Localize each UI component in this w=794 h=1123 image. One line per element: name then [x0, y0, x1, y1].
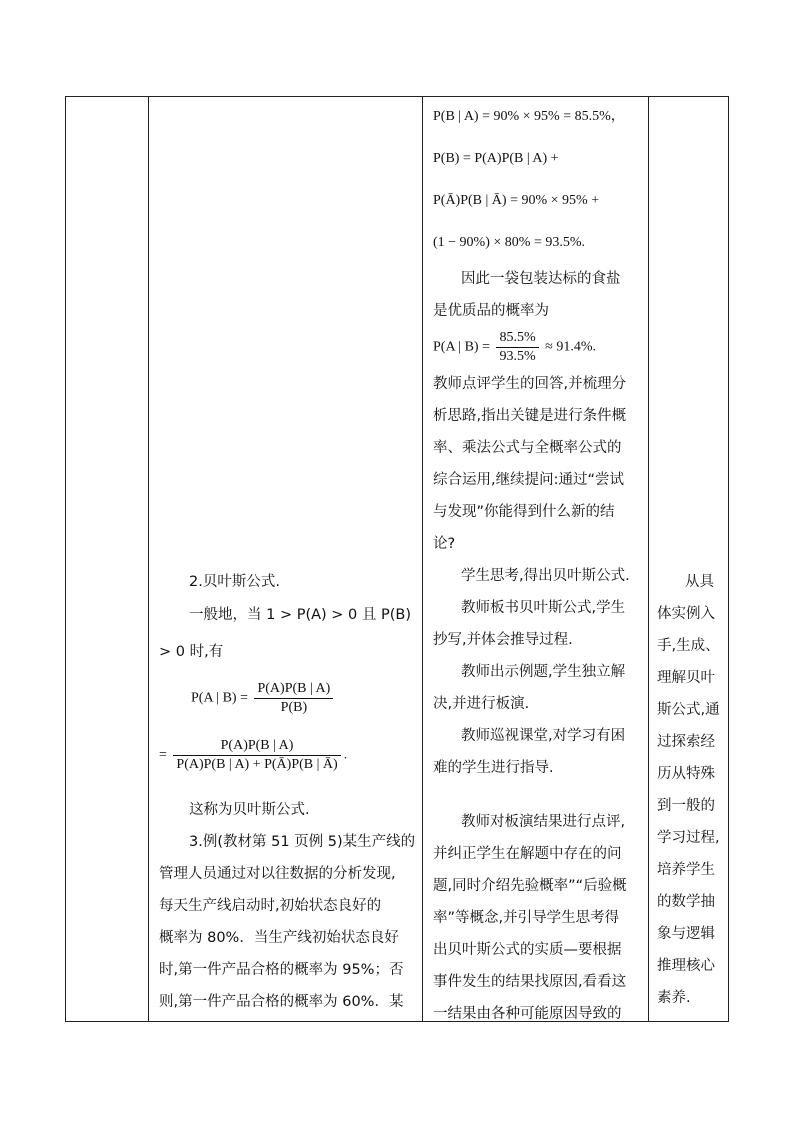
paragraph-line: 事件发生的结果找原因,看看这 [433, 974, 627, 990]
fraction-denominator: P(B) [280, 700, 308, 715]
paragraph-line: 3.例(教材第 51 页例 5)某生产线的 [189, 834, 416, 850]
fraction-numerator: 85.5% [496, 329, 538, 348]
paragraph-line: 析思路,指出关键是进行条件概 [433, 408, 627, 424]
fraction-rhs: ≈ 91.4%. [545, 339, 597, 355]
intent-line: 理解贝叶 [657, 670, 715, 686]
fraction-numerator: P(A)P(B | A) [173, 737, 340, 756]
paragraph-line: 一结果由各种可能原因导致的 [433, 1006, 622, 1021]
paragraph-line: 题,同时介绍先验概率”“后验概 [433, 878, 627, 894]
paragraph-line: 概率为 80%．当生产线初始状态良好 [159, 930, 399, 946]
paragraph-line: 教师板书贝叶斯公式,学生 [461, 600, 626, 616]
paragraph-line: 因此一袋包装达标的食盐 [461, 271, 621, 287]
paragraph-line: 这称为贝叶斯公式. [189, 802, 310, 818]
intent-line: 素养. [657, 990, 691, 1006]
intent-line: 从具 [685, 574, 714, 590]
intent-line: 体实例入 [657, 606, 715, 622]
stage-cell [66, 97, 148, 1021]
intent-line: 象与逻辑 [657, 926, 715, 942]
intent-line: 培养学生 [657, 862, 715, 878]
paragraph-line: 决,并进行板演. [433, 696, 530, 712]
paragraph-line: 与发现”你能得到什么新的结 [433, 504, 615, 520]
formula-lhs: P(A | B) = [191, 690, 248, 706]
intent-line: 推理核心 [657, 958, 715, 974]
lesson-table [65, 96, 729, 1022]
formula-eq: = [159, 747, 167, 763]
paragraph-line: 教师出示例题,学生独立解 [461, 664, 626, 680]
fraction-numerator: P(A)P(B | A) [254, 680, 333, 699]
equation-line: (1 − 90%) × 80% = 93.5%. [433, 235, 585, 250]
paragraph-line: 一般地，当 1 > P(A) > 0 且 P(B) [189, 607, 411, 623]
intent-line: 过探索经 [657, 734, 715, 750]
intent-line: 历从特殊 [657, 766, 715, 782]
intent-line: 学习过程, [657, 830, 720, 846]
probability-fraction [433, 329, 596, 366]
equation-line: P(Ā)P(B | Ā) = 90% × 95% + [433, 193, 600, 208]
bayes-formula-expanded: = $\frac{P(A)P(B | A)}{P(A)P(B | A) + P(Ā)P(B | Ā)}$ . [159, 738, 348, 772]
paragraph-line: 学生思考,得出贝叶斯公式. [461, 568, 630, 584]
paragraph-line: 出贝叶斯公式的实质—要根据 [433, 942, 622, 958]
paragraph-line: 则,第一件产品合格的概率为 60%．某 [159, 994, 404, 1010]
fraction [496, 329, 538, 366]
fraction-denominator: 93.5% [499, 349, 536, 364]
paragraph-line: 论? [433, 536, 456, 552]
equation-line: P(B | A) = 90% × 95% = 85.5%， [433, 109, 625, 124]
activity-cell [423, 97, 648, 1021]
paragraph-line: 每天生产线启动时,初始状态良好的 [159, 898, 382, 914]
paragraph-line: 教师巡视课堂,对学习有困 [461, 728, 626, 744]
bayes-formula [191, 680, 336, 717]
paragraph-line: 教师对板演结果进行点评, [461, 814, 626, 830]
formula-fraction [173, 737, 340, 774]
paragraph-line: 综合运用,继续提问:通过“尝试 [433, 472, 625, 488]
paragraph-line: 率”等概念,并引导学生思考得 [433, 910, 620, 926]
content-cell [149, 97, 422, 1021]
intent-cell [649, 97, 728, 1021]
intent-line: 斯公式,通 [657, 702, 720, 718]
paragraph-line: 管理人员通过对以往数据的分析发现, [159, 866, 396, 882]
equation-line: P(B) = P(A)P(B | A) + [433, 151, 559, 166]
intent-line: 的数学抽 [657, 894, 715, 910]
paragraph-line: 并纠正学生在解题中存在的问 [433, 846, 622, 862]
paragraph-line: 是优质品的概率为 [433, 303, 549, 319]
intent-line: 到一般的 [657, 798, 715, 814]
paragraph-line: > 0 时,有 [159, 644, 224, 660]
intent-line: 手,生成、 [657, 638, 720, 654]
fraction-denominator: P(A)P(B | A) + P(Ā)P(B | Ā) [176, 757, 338, 772]
paragraph-line: 教师点评学生的回答,并梳理分 [433, 376, 627, 392]
paragraph-line: 难的学生进行指导. [433, 760, 554, 776]
formula-fraction [254, 680, 333, 717]
fraction-lhs: P(A | B) = [433, 339, 490, 355]
paragraph-line: 时,第一件产品合格的概率为 95%；否 [159, 962, 404, 978]
paragraph-line: 抄写,并体会推导过程. [433, 632, 573, 648]
section-heading: 2.贝叶斯公式. [189, 574, 280, 590]
paragraph-line: 率、乘法公式与全概率公式的 [433, 440, 622, 456]
